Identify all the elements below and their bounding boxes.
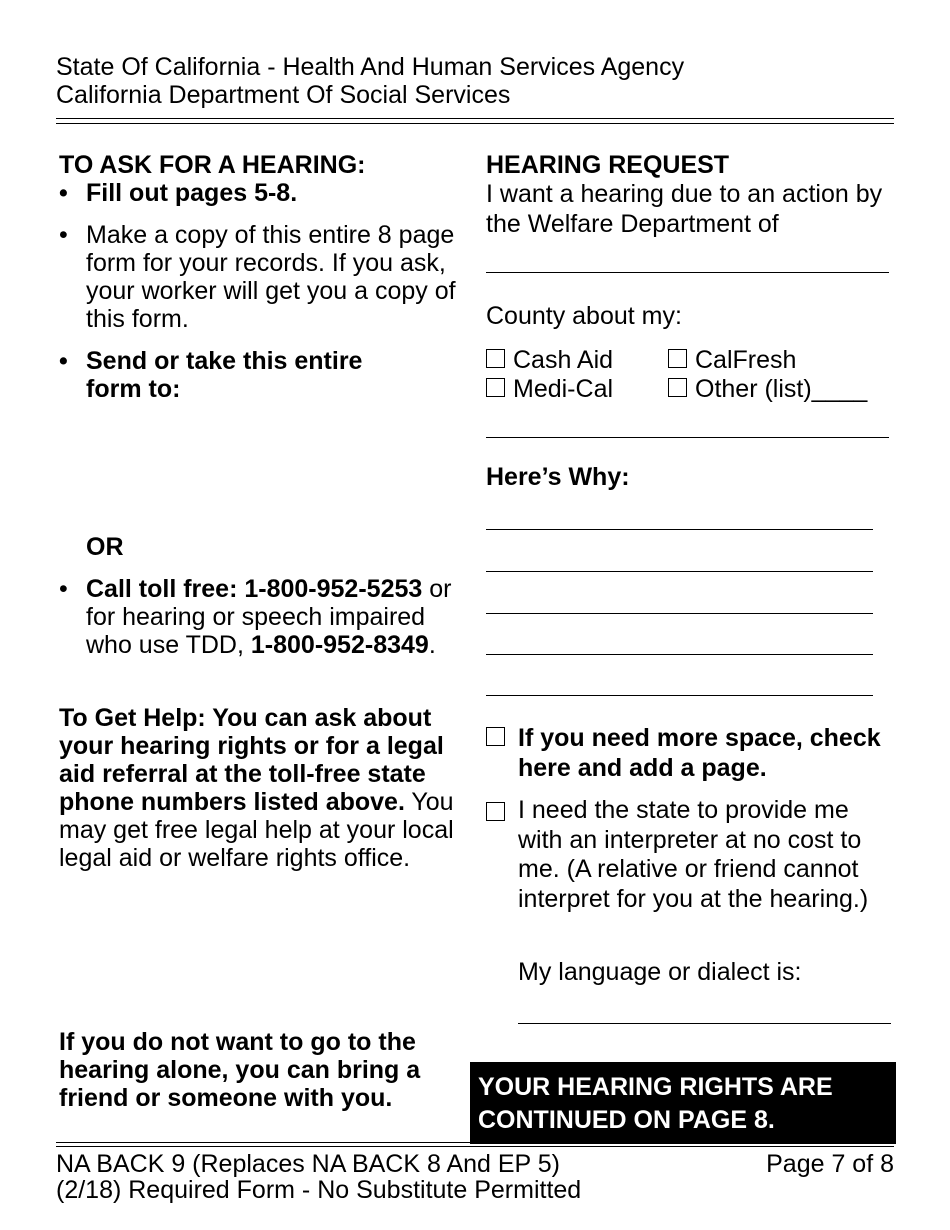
language-line[interactable]	[518, 1023, 891, 1024]
option-cash-aid[interactable]	[486, 346, 613, 374]
reason-line-5[interactable]	[486, 695, 873, 696]
help-plain-text: You may get free legal help at your local legal aid or welfare rights office.	[59, 788, 454, 872]
more-space-label: If you need more space, check here and add a page.	[518, 724, 881, 782]
header-rule-bottom	[56, 123, 894, 124]
tdd-number: 1-800-952-8349	[250, 631, 429, 659]
county-label: County about my:	[486, 302, 682, 330]
page-number: Page 7 of 8	[766, 1150, 894, 1178]
option-other[interactable]	[668, 375, 867, 403]
toll-free-number: Call toll free: 1-800-952-5253	[86, 575, 423, 603]
header-rule-top	[56, 118, 894, 119]
or-label: OR	[86, 533, 124, 561]
bullet-dot: •	[59, 575, 68, 603]
bullet-dot: •	[59, 221, 68, 249]
why-label: Here’s Why:	[486, 463, 630, 491]
help-bold-text: To Get Help: You can ask about your hearing rights or for a legal aid referral at the toll-free state phone numbers listed above.	[59, 704, 444, 816]
other-label: Other (list)____	[695, 375, 868, 403]
cash-aid-checkbox[interactable]	[486, 349, 505, 368]
tdd-text: or for hearing or speech impaired who use TDD,	[86, 575, 452, 659]
bullet-dot: •	[59, 347, 68, 375]
bring-friend-note: If you do not want to go to the hearing alone, you can bring a friend or someone with you.	[59, 1028, 421, 1112]
calfresh-checkbox[interactable]	[668, 349, 687, 368]
call-block	[59, 575, 459, 659]
reason-line-3[interactable]	[486, 613, 873, 614]
language-label: My language or dialect is:	[518, 958, 802, 986]
footer-rule-top	[56, 1142, 894, 1143]
left-column	[59, 151, 459, 403]
reason-line-1[interactable]	[486, 529, 873, 530]
more-space-checkbox-wrap[interactable]	[486, 727, 513, 746]
bullet-fill-out-text: Fill out pages 5-8.	[86, 179, 298, 207]
interpreter-checkbox[interactable]	[486, 802, 505, 821]
footer-rule-bottom	[56, 1146, 894, 1147]
agency-title: State Of California - Health And Human Services Agency	[56, 53, 685, 81]
other-list-line[interactable]	[486, 437, 889, 438]
reason-line-4[interactable]	[486, 654, 873, 655]
hearing-instructions-heading: TO ASK FOR A HEARING:	[59, 151, 366, 179]
help-paragraph	[59, 704, 459, 872]
required-form-note: (2/18) Required Form - No Substitute Permitted	[56, 1176, 582, 1204]
other-checkbox[interactable]	[668, 378, 687, 397]
bullet-make-copy-text: Make a copy of this entire 8 page form for your records. If you ask, your worker will get you a copy of this form.	[86, 221, 456, 333]
tdd-period: .	[428, 631, 436, 659]
reason-line-2[interactable]	[486, 571, 873, 572]
bullet-send-form	[59, 347, 416, 403]
cash-aid-label: Cash Aid	[513, 346, 614, 374]
bullet-fill-out	[59, 179, 459, 207]
department-title: California Department Of Social Services	[56, 81, 511, 109]
bullet-call	[59, 575, 459, 659]
bullet-dot: •	[59, 179, 68, 207]
bullet-make-copy	[59, 221, 459, 333]
hearing-request-block	[486, 151, 896, 239]
interpreter-checkbox-wrap[interactable]	[486, 802, 513, 821]
hearing-rights-banner: YOUR HEARING RIGHTS ARE CONTINUED ON PAGE 8.	[470, 1062, 896, 1144]
bullet-send-form-text: Send or take this entire form to:	[86, 347, 363, 403]
option-calfresh[interactable]	[668, 346, 796, 374]
form-id: NA BACK 9 (Replaces NA BACK 8 And EP 5)	[56, 1150, 560, 1178]
interpreter-label: I need the state to provide me with an interpreter at no cost to me. (A relative or friend cannot interpret for you at the hearing.)	[518, 796, 869, 913]
county-name-line[interactable]	[486, 272, 889, 273]
option-medi-cal[interactable]	[486, 375, 613, 403]
medi-cal-label: Medi-Cal	[513, 375, 614, 403]
more-space-checkbox[interactable]	[486, 727, 505, 746]
hearing-request-heading: HEARING REQUEST	[486, 151, 730, 179]
hearing-request-intro: I want a hearing due to an action by the Welfare Department of	[486, 180, 883, 238]
medi-cal-checkbox[interactable]	[486, 378, 505, 397]
calfresh-label: CalFresh	[695, 346, 797, 374]
